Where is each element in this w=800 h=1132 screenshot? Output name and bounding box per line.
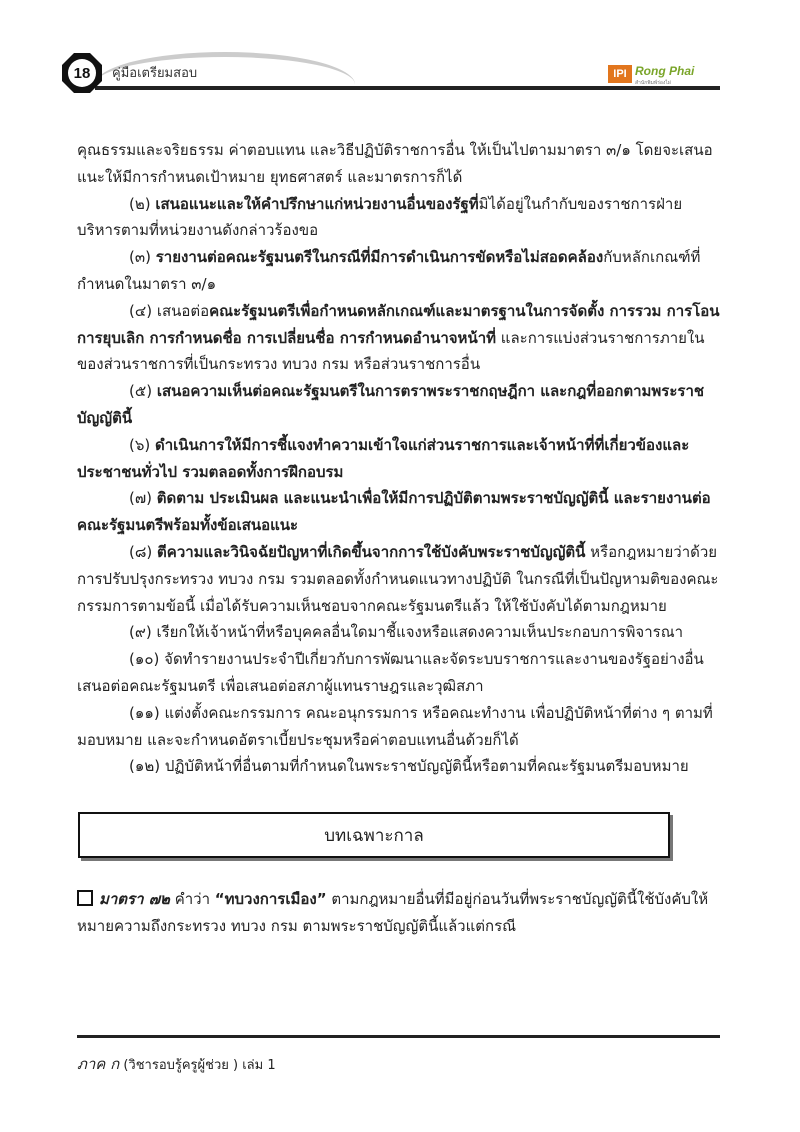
list-item bbox=[77, 378, 722, 432]
logo-name: Rong Phai bbox=[635, 64, 695, 78]
text: คุณธรรมและจริยธรรม ค่าตอบแทน และวิธีปฏิบัติราชการอื่น ให้เป็นไปตามมาตรา ๓/๑ โดยจะเสนอแนะให้มีการกำหนดเป้าหมาย ยุทธศาสตร์ และมาตรการก็ได้ bbox=[77, 141, 713, 186]
footer-subject: (วิชารอบรู้ครูผู้ช่วย ) เล่ม 1 bbox=[119, 1058, 276, 1073]
footer bbox=[77, 1052, 276, 1076]
bold-text: รายงานต่อคณะรัฐมนตรีในกรณีที่มีการดำเนินการขัดหรือไม่สอดคล้อง bbox=[155, 248, 604, 267]
logo-mark: IPI bbox=[608, 65, 632, 83]
section-title: บทเฉพาะกาล bbox=[324, 825, 424, 846]
logo-tagline: สำนักพิมพ์ร่องไผ่ bbox=[635, 80, 671, 86]
bold-text: เสนอแนะและให้คำปรึกษาแก่หน่วยงานอื่นของรัฐที่ bbox=[155, 194, 479, 213]
continued-paragraph bbox=[77, 137, 722, 191]
text: (๖) bbox=[129, 435, 155, 454]
bold-text: ดำเนินการให้มีการชี้แจงทำความเข้าใจแก่ส่วนราชการและเจ้าหน้าที่ที่เกี่ยวข้องและประชาชนทั่วไป รวมตลอดทั้งการฝึกอบรม bbox=[77, 435, 690, 481]
checkbox-icon bbox=[77, 890, 93, 906]
text: (๗) bbox=[129, 489, 157, 508]
list-item bbox=[77, 700, 722, 754]
text: และการแบ่งส่วนราชการภายในของส่วนราชการที่เป็นกระทรวง ทบวง กรม หรือส่วนราชการอื่น bbox=[77, 328, 705, 374]
bold-text: เสนอความเห็นต่อคณะรัฐมนตรีในการตราพระราชกฤษฎีกา และกฎที่ออกตามพระราชบัญญัตินี้ bbox=[77, 382, 705, 427]
article-text-before: คำว่า bbox=[169, 890, 215, 908]
list-item bbox=[77, 191, 722, 245]
article-text-after: ตามกฎหมายอื่นที่มีอยู่ก่อนวันที่พระราชบัญญัตินี้ใช้บังคับให้หมายความถึงกระทรวง ทบวง กรม ตามพระราชบัญญัตินี้แล้วแต่กรณี bbox=[77, 890, 709, 935]
list-item bbox=[77, 619, 722, 646]
body-text bbox=[77, 137, 722, 780]
text: (๓) bbox=[129, 248, 156, 267]
footer-rule bbox=[77, 1035, 720, 1038]
list-item bbox=[77, 432, 722, 486]
text: (๔) เสนอต่อ bbox=[129, 301, 210, 320]
text: (๒) bbox=[129, 194, 156, 213]
text: (๑๒) ปฏิบัติหน้าที่อื่นตามที่กำหนดในพระราชบัญญัตินี้หรือตามที่คณะรัฐมนตรีมอบหมาย bbox=[129, 757, 689, 776]
list-item bbox=[77, 753, 722, 780]
article-term: “ทบวงการเมือง” bbox=[214, 890, 327, 908]
article-paragraph bbox=[77, 886, 722, 940]
text: มิได้อยู่ในกำกับของราชการฝ่ายบริหารตามที่หน่วยงานดังกล่าวร้องขอ bbox=[77, 194, 683, 240]
text: หรือกฎหมายว่าด้วยการปรับปรุงกระทรวง ทบวง กรม รวมตลอดทั้งกำหนดแนวทางปฏิบัติ ในกรณีที่เป็นปัญหามติของคณะกรรมการตามข้อนี้ เมื่อได้รับความเห็นชอบจากคณะรัฐมนตรีแล้ว ให้ใช้บังคับได้ตามกฎหมาย bbox=[77, 542, 719, 615]
section-heading-box bbox=[78, 812, 670, 858]
list-item bbox=[77, 244, 722, 298]
text: (๙) เรียกให้เจ้าหน้าที่หรือบุคคลอื่นใดมาชี้แจงหรือแสดงความเห็นประกอบการพิจารณา bbox=[129, 623, 684, 642]
text: (๕) bbox=[129, 382, 157, 401]
bold-text: ตีความและวินิจฉัยปัญหาที่เกิดขึ้นจากการใช้บังคับพระราชบัญญัตินี้ bbox=[157, 542, 586, 561]
list-item bbox=[77, 298, 722, 378]
text: (๑๐) จัดทำรายงานประจำปีเกี่ยวกับการพัฒนาและจัดระบบราชการและงานของรัฐอย่างอื่นเสนอต่อคณะรัฐมนตรี เพื่อเสนอต่อสภาผู้แทนราษฎรและวุฒิสภา bbox=[77, 650, 704, 695]
text: (๑๑) แต่งตั้งคณะกรรมการ คณะอนุกรรมการ หรือคณะทำงาน เพื่อปฏิบัติหน้าที่ต่าง ๆ ตามที่มอบหมาย และจะกำหนดอัตราเบี้ยประชุมหรือค่าตอบแทนอื่นด้วยก็ได้ bbox=[77, 703, 713, 749]
text: กับหลักเกณฑ์ที่กำหนดในมาตรา ๓/๑ bbox=[77, 248, 701, 293]
article-label: มาตรา ๗๒ bbox=[99, 890, 170, 908]
bold-text: ติดตาม ประเมินผล และแนะนำเพื่อให้มีการปฏิบัติตามพระราชบัญญัตินี้ และรายงานต่อคณะรัฐมนตรีพร้อมทั้งข้อเสนอแนะ bbox=[77, 489, 711, 535]
text: (๘) bbox=[129, 542, 158, 561]
list-item bbox=[77, 646, 722, 700]
page-number: 18 bbox=[68, 59, 96, 87]
book-title: คู่มือเตรียมสอบ bbox=[112, 66, 198, 81]
bold-text: คณะรัฐมนตรีเพื่อกำหนดหลักเกณฑ์และมาตรฐานในการจัดตั้ง การรวม การโอน การยุบเลิก การกำหนดชื่อ การเปลี่ยนชื่อ การกำหนดอำนาจหน้าที่ bbox=[77, 301, 720, 347]
list-item bbox=[77, 539, 722, 619]
footer-part: ภาค ก bbox=[77, 1055, 120, 1073]
publisher-logo bbox=[608, 60, 694, 87]
list-item bbox=[77, 485, 722, 539]
